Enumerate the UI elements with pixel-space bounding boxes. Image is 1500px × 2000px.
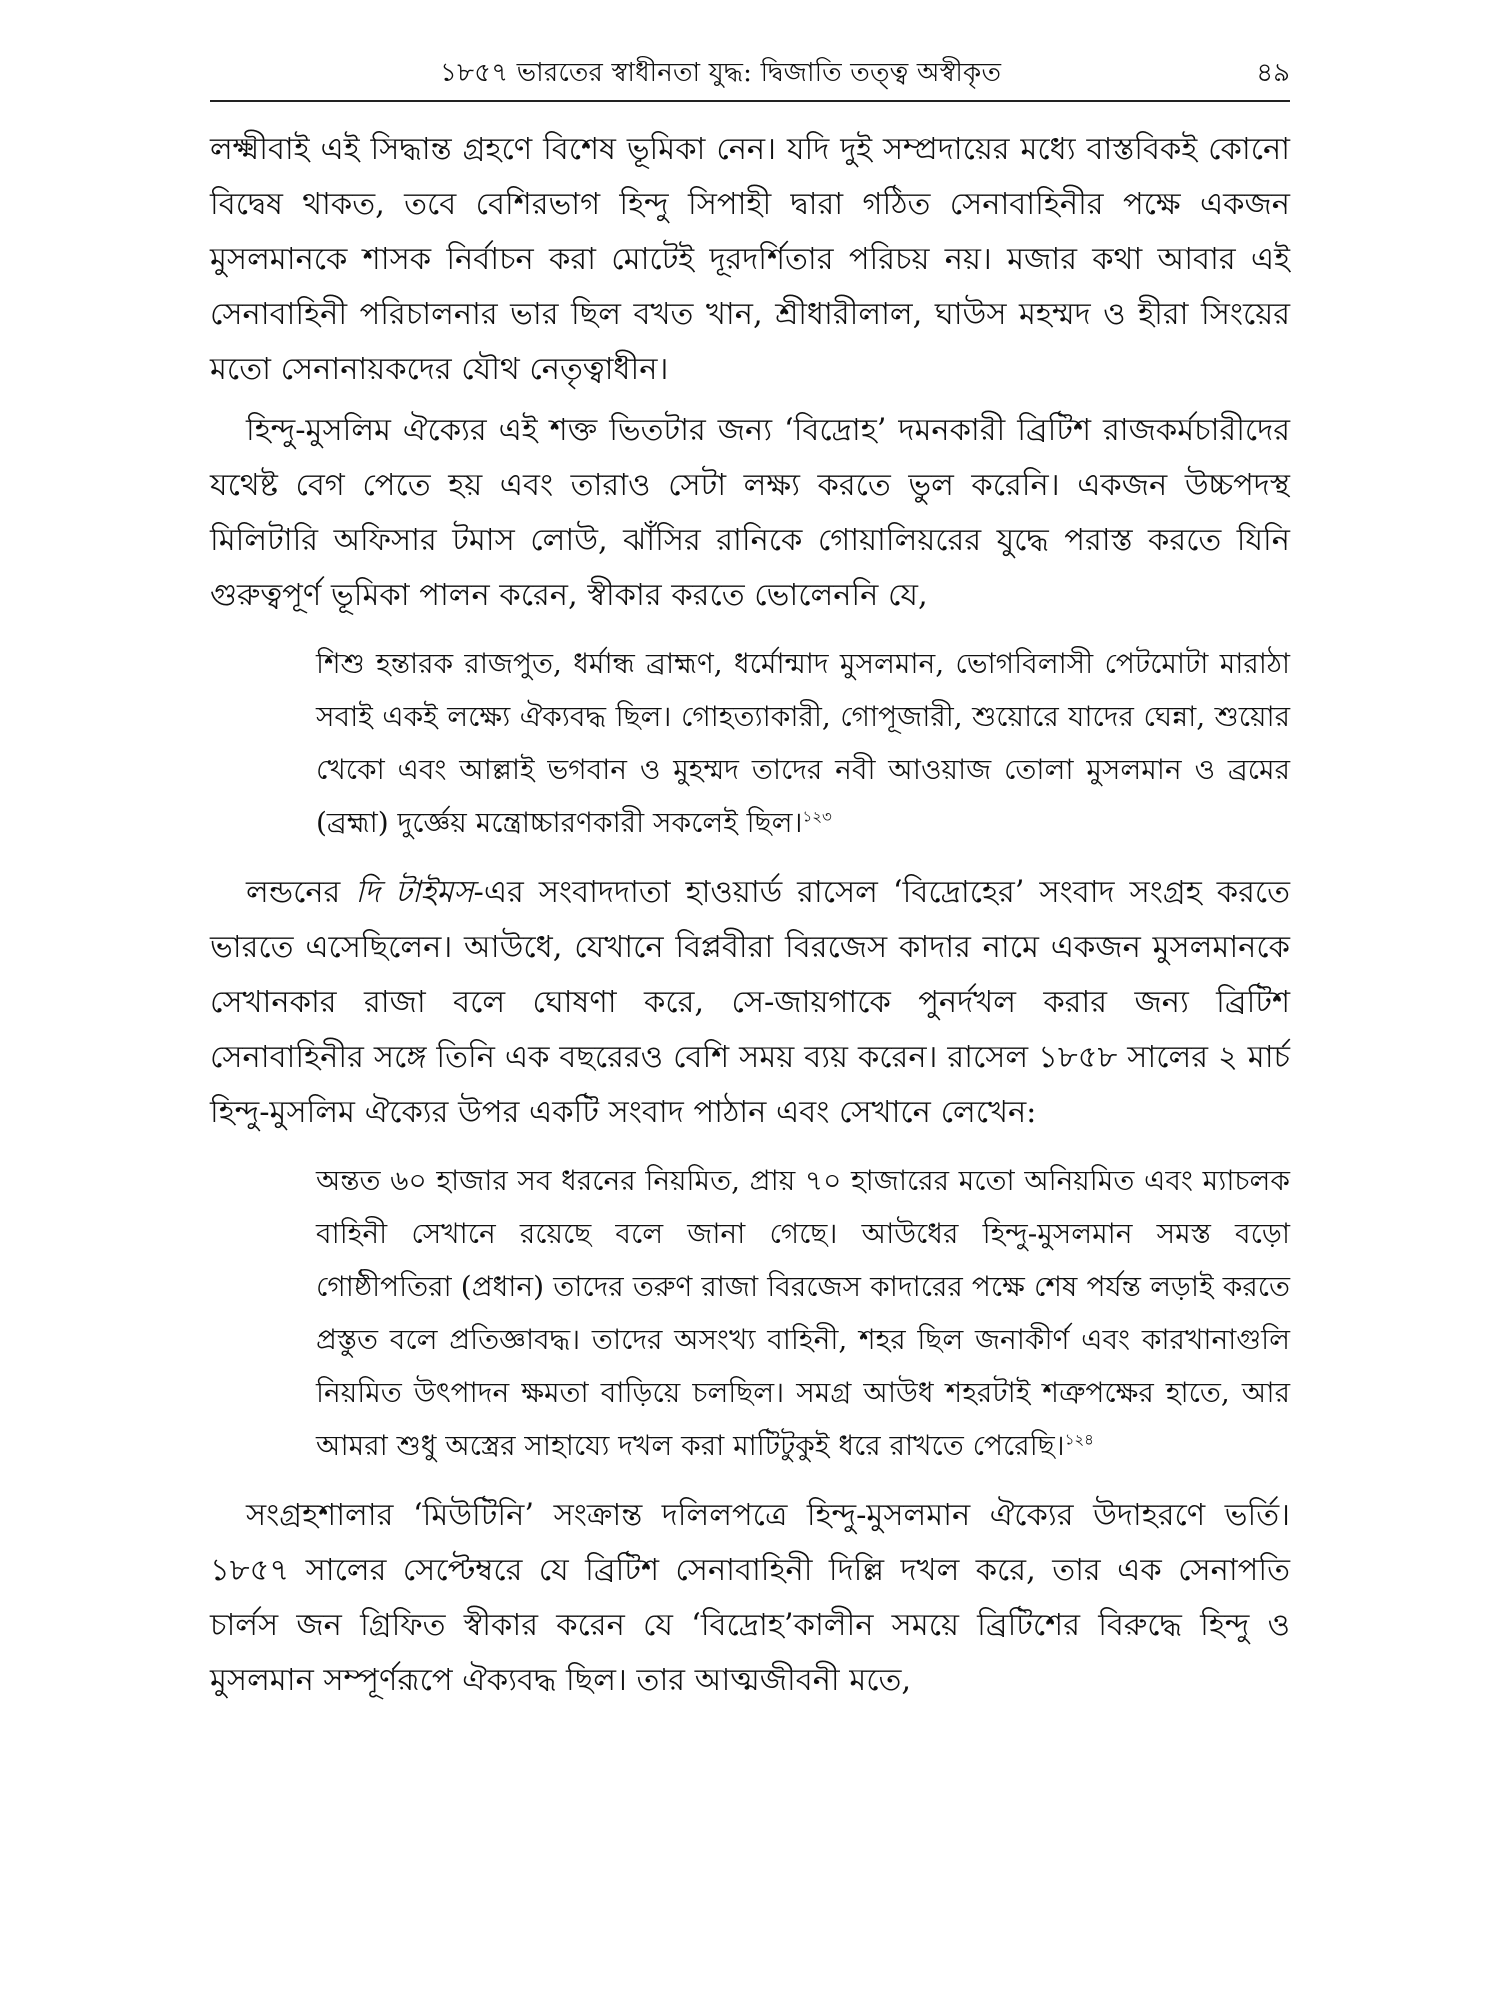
quote-1-text: শিশু হন্তারক রাজপুত, ধর্মান্ধ ব্রাহ্মণ, ধর্মোন্মাদ মুসলমান, ভোগবিলাসী পেটমোটা মারাঠা সবাই একই লক্ষ্যে ঐক্যবদ্ধ ছিল। গোহত্যাকারী, গোপূজারী, শুয়োরে যাদের ঘেন্না, শুয়োর খেকো এবং আল্লাই ভগবান ও মুহম্মদ তাদের নবী আওয়াজ তোলা মুসলমান ও ব্রমের (ব্রহ্মা) দুর্জ্ঞেয় মন্ত্রোচ্চারণকারী সকলেই ছিল। (316, 647, 1290, 839)
paragraph-3-lead: লন্ডনের (246, 875, 356, 910)
footnote-ref-123: ১২৩ (802, 807, 832, 826)
running-title: ১৮৫৭ ভারতের স্বাধীনতা যুদ্ধ: দ্বিজাতি তত্ত্ব অস্বীকৃত (440, 58, 1002, 88)
page-header (210, 48, 1290, 102)
page-number: ৪৯ (1256, 58, 1290, 88)
footnote-ref-124: ১২৪ (1064, 1430, 1094, 1449)
quote-2-text: অন্তত ৬০ হাজার সব ধরনের নিয়মিত, প্রায় ৭০ হাজারের মতো অনিয়মিত এবং ম্যাচলক বাহিনী সেখানে রয়েছে বলে জানা গেছে। আউধের হিন্দু-মুসলমান সমস্ত বড়ো গোষ্ঠীপতিরা (প্রধান) তাদের তরুণ রাজা বিরজেস কাদারের পক্ষে শেষ পর্যন্ত লড়াই করতে প্রস্তুত বলে প্রতিজ্ঞাবদ্ধ। তাদের অসংখ্য বাহিনী, শহর ছিল জনাকীর্ণ এবং কারখানাগুলি নিয়মিত উৎপাদন ক্ষমতা বাড়িয়ে চলছিল। সমগ্র আউধ শহরটাই শত্রুপক্ষের হাতে, আর আমরা শুধু অস্ত্রের সাহায্যে দখল করা মাটিটুকুই ধরে রাখতে পেরেছি। (316, 1164, 1290, 1462)
body-text (210, 122, 1290, 1708)
paragraph-4: সংগ্রহশালার ‘মিউটিনি’ সংক্রান্ত দলিলপত্রে হিন্দু-মুসলমান ঐক্যের উদাহরণে ভর্তি। ১৮৫৭ সালের সেপ্টেম্বরে যে ব্রিটিশ সেনাবাহিনী দিল্লি দখল করে, তার এক সেনাপতি চার্লস জন গ্রিফিত স্বীকার করেন যে ‘বিদ্রোহ’কালীন সময়ে ব্রিটিশের বিরুদ্ধে হিন্দু ও মুসলমান সম্পূর্ণরূপে ঐক্যবদ্ধ ছিল। তার আত্মজীবনী মতে, (210, 1498, 1290, 1698)
paragraph-2: হিন্দু-মুসলিম ঐক্যের এই শক্ত ভিতটার জন্য ‘বিদ্রোহ’ দমনকারী ব্রিটিশ রাজকর্মচারীদের যথেষ্ট বেগ পেতে হয় এবং তারাও সেটা লক্ষ্য করতে ভুল করেনি। একজন উচ্চপদস্থ মিলিটারি অফিসার টমাস লোউ, ঝাঁসির রানিকে গোয়ালিয়রের যুদ্ধে পরাস্ত করতে যিনি গুরুত্বপূর্ণ ভূমিকা পালন করেন, স্বীকার করতে ভোলেননি যে, (210, 413, 1290, 613)
newspaper-title: দি টাইমস (355, 875, 474, 910)
paragraph-3 (210, 865, 1290, 1140)
paragraph-3-rest: -এর সংবাদদাতা হাওয়ার্ড রাসেল ‘বিদ্রোহের’ সংবাদ সংগ্রহ করতে ভারতে এসেছিলেন। আউধে, যেখানে বিপ্লবীরা বিরজেস কাদার নামে একজন মুসলমানকে সেখানকার রাজা বলে ঘোষণা করে, সে-জায়গাকে পুনর্দখল করার জন্য ব্রিটিশ সেনাবাহিনীর সঙ্গে তিনি এক বছরেরও বেশি সময় ব্যয় করেন। রাসেল ১৮৫৮ সালের ২ মার্চ হিন্দু-মুসলিম ঐক্যের উপর একটি সংবাদ পাঠান এবং সেখানে লেখেন: (210, 875, 1291, 1130)
block-quote-2 (210, 1154, 1290, 1472)
paragraph-1: লক্ষ্মীবাই এই সিদ্ধান্ত গ্রহণে বিশেষ ভূমিকা নেন। যদি দুই সম্প্রদায়ের মধ্যে বাস্তবিকই কোনো বিদ্বেষ থাকত, তবে বেশিরভাগ হিন্দু সিপাহী দ্বারা গঠিত সেনাবাহিনীর পক্ষে একজন মুসলমানকে শাসক নির্বাচন করা মোটেই দূরদর্শিতার পরিচয় নয়। মজার কথা আবার এই সেনাবাহিনী পরিচালনার ভার ছিল বখত খান, শ্রীধারীলাল, ঘাউস মহম্মদ ও হীরা সিংয়ের মতো সেনানায়কদের যৌথ নেতৃত্বাধীন। (210, 132, 1290, 387)
block-quote-1 (210, 637, 1290, 849)
